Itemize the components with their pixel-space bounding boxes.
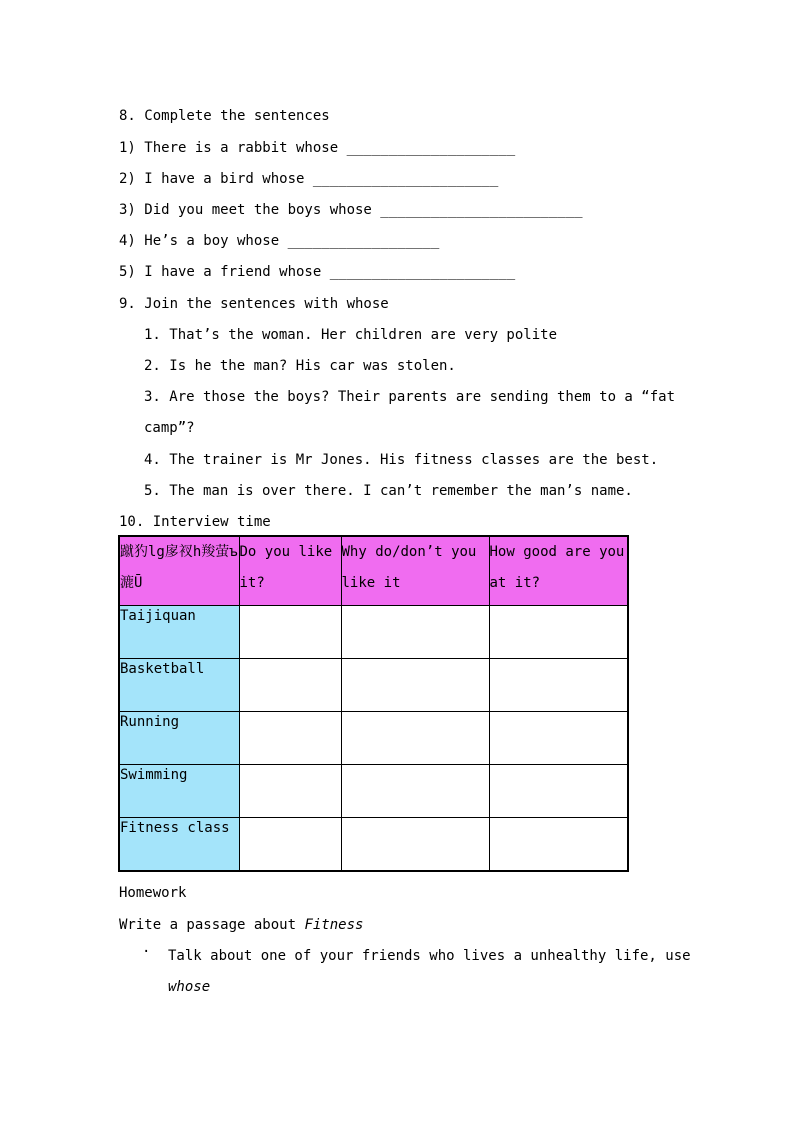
section10-title: 10. Interview time <box>119 514 271 530</box>
answer-cell[interactable] <box>239 606 341 659</box>
interview-table <box>118 535 629 872</box>
answer-cell[interactable] <box>341 659 489 712</box>
homework-prompt-prefix: Write a passage about <box>119 917 305 933</box>
answer-cell[interactable] <box>239 765 341 818</box>
section9-item-3: 3. Are those the boys? Their parents are sending them to a “fat <box>144 389 676 405</box>
answer-cell[interactable] <box>341 712 489 765</box>
answer-cell[interactable] <box>239 712 341 765</box>
table-header-cell: How good are you at it? <box>489 536 628 606</box>
section8-item-4: 4) He’s a boy whose __________________ <box>119 233 440 249</box>
answer-cell[interactable] <box>489 659 628 712</box>
table-row <box>119 712 628 765</box>
table-header-row <box>119 536 628 606</box>
section9-item-3-cont: camp”? <box>144 420 195 436</box>
section9-item-1: 1. That’s the woman. Her children are very polite <box>144 327 558 343</box>
table-header-cell: Why do/don’t you like it <box>341 536 489 606</box>
table-row <box>119 818 628 872</box>
section9-item-4: 4. The trainer is Mr Jones. His fitness classes are the best. <box>144 452 659 468</box>
answer-cell[interactable] <box>489 606 628 659</box>
bullet-dot-icon: · <box>142 944 151 960</box>
section8-item-5: 5) I have a friend whose ______________________ <box>119 264 516 280</box>
answer-cell[interactable] <box>489 765 628 818</box>
section8-item-1: 1) There is a rabbit whose ____________________ <box>119 140 516 156</box>
row-label: Fitness class <box>119 818 239 872</box>
row-label: Taijiquan <box>119 606 239 659</box>
answer-cell[interactable] <box>341 606 489 659</box>
answer-cell[interactable] <box>239 659 341 712</box>
table-row <box>119 606 628 659</box>
table-header-cell: 蹴犳lg扅衩h羧萤ъ漉Ū <box>119 536 239 606</box>
homework-prompt <box>119 915 363 935</box>
section9-title: 9. Join the sentences with whose <box>119 296 389 312</box>
homework-bullet-word: whose <box>168 979 211 995</box>
table-row <box>119 659 628 712</box>
row-label: Swimming <box>119 765 239 818</box>
answer-cell[interactable] <box>489 818 628 872</box>
table-row <box>119 765 628 818</box>
answer-cell[interactable] <box>341 818 489 872</box>
homework-bullet-text: Talk about one of your friends who lives a unhealthy life, use <box>168 948 691 964</box>
answer-cell[interactable] <box>341 765 489 818</box>
section9-item-2: 2. Is he the man? His car was stolen. <box>144 358 456 374</box>
homework-prompt-topic: Fitness <box>304 917 364 933</box>
answer-cell[interactable] <box>489 712 628 765</box>
homework-title: Homework <box>119 885 187 901</box>
section9-item-5: 5. The man is over there. I can’t remember the man’s name. <box>144 483 633 499</box>
answer-cell[interactable] <box>239 818 341 872</box>
row-label: Basketball <box>119 659 239 712</box>
row-label: Running <box>119 712 239 765</box>
section8-title: 8. Complete the sentences <box>119 108 330 124</box>
section8-item-2: 2) I have a bird whose ______________________ <box>119 171 499 187</box>
section8-item-3: 3) Did you meet the boys whose ________________________ <box>119 202 583 218</box>
table-header-cell: Do you like it? <box>239 536 341 606</box>
